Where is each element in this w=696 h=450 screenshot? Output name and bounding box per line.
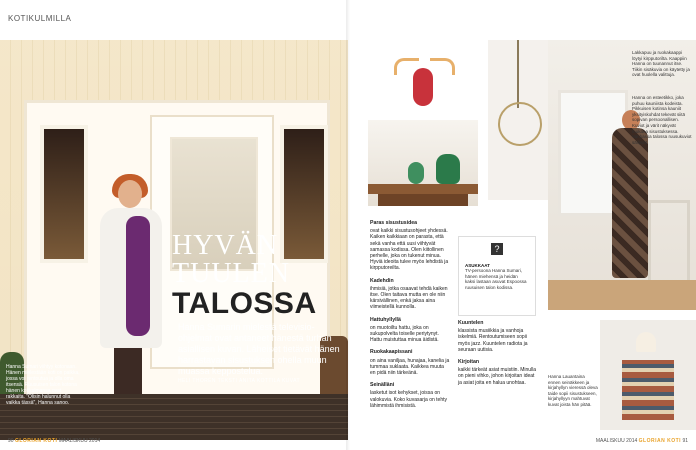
- page-number: 90: [8, 438, 14, 444]
- face: [118, 180, 142, 208]
- antlers-photo: [368, 40, 478, 120]
- credits: HELI THORÉN TEKSTI ANITA KOTTILA KUVAT: [178, 378, 300, 384]
- heading-4: Ruokakaapissani: [370, 349, 413, 356]
- text-column-1: [370, 220, 450, 409]
- footer-date: MAALISKUU 2014: [58, 438, 101, 444]
- wood-floor: [548, 280, 696, 310]
- footer-right: [596, 438, 688, 444]
- antler-right-icon: [430, 58, 455, 75]
- room-photo: [548, 40, 696, 310]
- page-number-right: 91: [682, 438, 688, 444]
- residents-info: [465, 263, 529, 290]
- title-line-3: TALOSSA: [172, 287, 317, 320]
- chair: [648, 200, 690, 283]
- heading-7: Kirjoitan: [458, 359, 480, 366]
- green-vase: [436, 154, 460, 184]
- paragraph-5: lasketut isot kehykset, joissa on valokuvia. Koko kuvasarja on tehty lähimmistä ihmisistä.: [370, 390, 447, 409]
- lead-text: Hanna Sumarin mielestä televisio-ohjelmat ovat antaneet hänestä turhan asiallisen kuvan. Läheiset tietävät hänen harrastavan sisustuksen ohella muun muassa keppostelua.: [178, 322, 340, 376]
- photo-caption: Hanna Sumari viihtyy kotonaan. Hänen mielestään koti on paikka, jossa voi rentoutua ja olla oma itsensä. Ruusuisen talon kotona hänen kotikulmansa ovat rakkaita. "Olisin halunnut olla vaikka tässä", Hanna sanoo.: [6, 364, 80, 406]
- table-photo: [368, 120, 478, 206]
- table-top: [368, 184, 478, 194]
- paragraph-1: ovat kaikki sisustusohjeet yhdessä. Kaiken kaikkiaan on parasta, että sekä vanha että uusi viihtyvät samassa kodissa. Olen kiitollinen perhelle, joka on tukenut minua. Hyviä ideoita tulee myös lehdistä ja kirpputoreilta.: [370, 228, 449, 272]
- footer-date-right: MAALISKUU 2014: [595, 438, 638, 444]
- chandelier-chain: [517, 40, 519, 108]
- books-stack: [622, 360, 674, 420]
- text-column-2: [458, 320, 538, 386]
- title-line-1: HYVÄN: [172, 230, 279, 261]
- right-page: [348, 0, 696, 450]
- section-label: KOTIKULMILLA: [8, 14, 72, 23]
- article-title: [172, 232, 342, 320]
- paragraph-7: kaikki tärkeät asiat muistiin. Minulla on pieni vihko, johon kirjoitan ideat ja asiat joita en halua unohtaa.: [458, 367, 537, 386]
- deer-head-icon: [413, 68, 433, 106]
- chandelier-icon: [498, 102, 542, 146]
- page-gutter: [346, 0, 350, 450]
- footer-brand-right: GLORIAN KOTI: [638, 438, 682, 444]
- title-line-2: TUULEN: [172, 258, 290, 289]
- paragraph-2: ihmisiä, jotka osaavat tehdä kaiken itse. Olen taitava mutta en ole niin kärsivällinen, enkä jaksa aina viimeistellä kunnolla.: [370, 285, 448, 311]
- question-mark-icon: ?: [491, 243, 503, 255]
- table-drawer: [378, 194, 468, 206]
- side-window-left: [40, 125, 88, 263]
- footer-left: [8, 438, 100, 444]
- small-vase: [408, 162, 424, 184]
- caption-bottom: Hanna Lauantaina ennen seinäkkeen ja kirjahyllyn vieressä oleva taide sopii sisustukseen, kirjahyllyyn mahtuvat kuvat joista hän pitää.: [548, 374, 598, 407]
- chandelier-photo: [488, 40, 548, 200]
- caption-top-1: Lakkapuu ja ruokakaappi löytyi kirpputorilta. Kaappiin Hanna on tuunannut itse. Tiikin sisäkuvia on käytetty ja ovat huolella valittuja.: [632, 50, 690, 78]
- heading-6: Kuuntelen: [458, 320, 484, 326]
- books-photo: [600, 320, 696, 430]
- lamp-icon: [636, 332, 656, 352]
- heading-3: Hattuhyllyllä: [370, 316, 401, 323]
- heading-2: Kadehdin: [370, 277, 394, 284]
- paragraph-6: klassista musiikkia ja vanhoja iskelmiä. Rentoutumiseen sopii myös jazz. Kuuntelen radiota ja seuraan uutisia.: [458, 328, 528, 353]
- heading-1: Paras sisustusidea: [370, 220, 418, 226]
- residents-label: ASUKKAAT: [465, 263, 490, 268]
- question-box: [458, 236, 536, 316]
- residents-text: TV-persoona Hanna Sumari, hänen miehensä ja heidän kaksi lastaan asuvat Espoossa ruusuisen talon kodissa.: [465, 268, 527, 290]
- woman-figure: [96, 180, 166, 430]
- caption-top-2: Hanna on esteetikko, joka puhuu kauniista kodeista. Pikkuisen kotinsa kauniit yksityiskohdat tekevät siitä sopivan persoonallisen. Kuviot ja värit näkyvät mukana sisustuksessa. Vanhassa talossa ruusukuviot säilyvät.: [632, 95, 692, 145]
- footer-brand: GLORIAN KOTI: [14, 438, 58, 444]
- patterned-dress: [612, 128, 648, 278]
- heading-5: Seinälläni: [370, 382, 395, 389]
- paragraph-3: on muotoiltu hattu, joka on sukupolvelta toiselle periytynyt. Hattu muistuttaa minua äidistä.: [370, 324, 439, 344]
- paragraph-4: on aina vaniljaa, hunajaa, kanelia ja tummaa suklaata. Kaikkea muuta en pidä niin tärkeänä.: [370, 357, 450, 377]
- scarf: [126, 216, 150, 336]
